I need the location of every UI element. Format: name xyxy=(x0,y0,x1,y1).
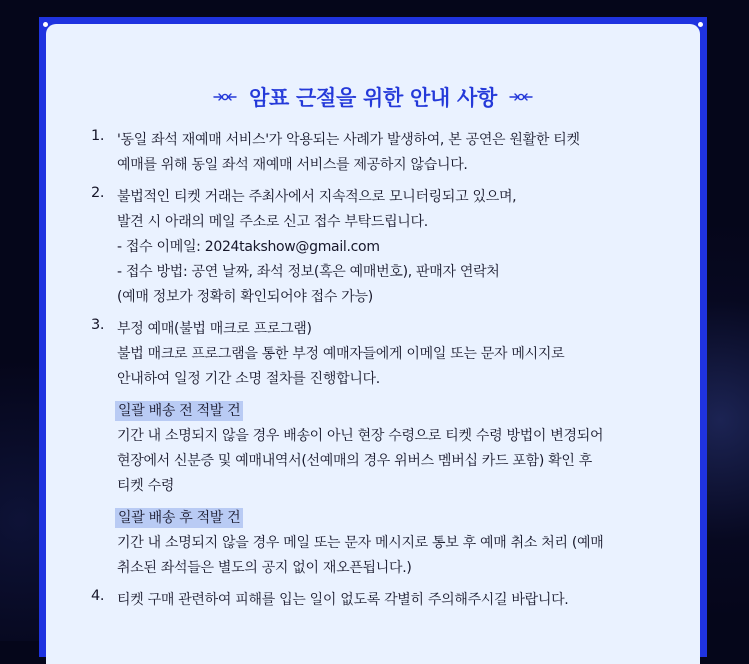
list-item xyxy=(88,185,663,310)
item-text: 발견 시 아래의 메일 주소로 신고 접수 부탁드립니다. xyxy=(117,214,428,230)
item-text: 티켓 구매 관련하여 피해를 입는 일이 없도록 각별히 주의해주시길 바랍니다. xyxy=(117,592,569,608)
ornament-right-icon xyxy=(509,91,533,103)
item-text: 안내하여 일정 기간 소명 절차를 진행합니다. xyxy=(117,371,380,387)
item-text: 기간 내 소명되지 않을 경우 메일 또는 문자 메시지로 통보 후 예매 취소 처리 (예매 xyxy=(117,535,604,551)
item-text: 취소된 좌석들은 별도의 공지 없이 재오픈됩니다.) xyxy=(117,560,412,576)
title-row xyxy=(46,80,700,114)
item-text: 예매를 위해 동일 좌석 재예매 서비스를 제공하지 않습니다. xyxy=(117,157,468,173)
page-title: 암표 근절을 위한 안내 사항 xyxy=(249,86,497,110)
item-text: 불법 매크로 프로그램을 통한 부정 예매자들에게 이메일 또는 문자 메시지로 xyxy=(117,346,565,362)
ornament-left-icon xyxy=(213,91,237,103)
contact-email: - 접수 이메일: 2024takshow@gmail.com xyxy=(117,239,380,255)
item-text: 부정 예매(불법 매크로 프로그램) xyxy=(117,321,312,337)
item-number: 1. xyxy=(91,128,105,144)
subsection-heading-row xyxy=(117,399,663,424)
item-text: 현장에서 신분증 및 예매내역서(선예매의 경우 위버스 멤버십 카드 포함) 확인 후 xyxy=(117,453,592,469)
list-item xyxy=(88,588,663,613)
item-text: (예매 정보가 정확히 확인되어야 접수 가능) xyxy=(117,289,373,305)
item-text: - 접수 방법: 공연 날짜, 좌석 정보(혹은 예매번호), 판매자 연락처 xyxy=(117,264,500,280)
item-text: 불법적인 티켓 거래는 주최사에서 지속적으로 모니터링되고 있으며, xyxy=(117,189,517,205)
subsection-heading-row xyxy=(117,506,663,531)
item-text: 티켓 수령 xyxy=(117,478,175,494)
item-number: 2. xyxy=(91,185,105,201)
notice-list xyxy=(88,128,663,613)
item-text: '동일 좌석 재예매 서비스'가 악용되는 사례가 발생하여, 본 공연은 원활한 티켓 xyxy=(117,132,580,148)
item-number: 3. xyxy=(91,317,105,333)
subsection-heading: 일괄 배송 후 적발 건 xyxy=(115,508,243,528)
list-item xyxy=(88,317,663,581)
frame-corner-dot-left xyxy=(43,22,48,27)
frame-corner-dot-right xyxy=(698,22,703,27)
item-text: 기간 내 소명되지 않을 경우 배송이 아닌 현장 수령으로 티켓 수령 방법이 변경되어 xyxy=(117,428,604,444)
list-item xyxy=(88,128,663,178)
subsection-heading: 일괄 배송 전 적발 건 xyxy=(115,401,243,421)
item-number: 4. xyxy=(91,588,105,604)
